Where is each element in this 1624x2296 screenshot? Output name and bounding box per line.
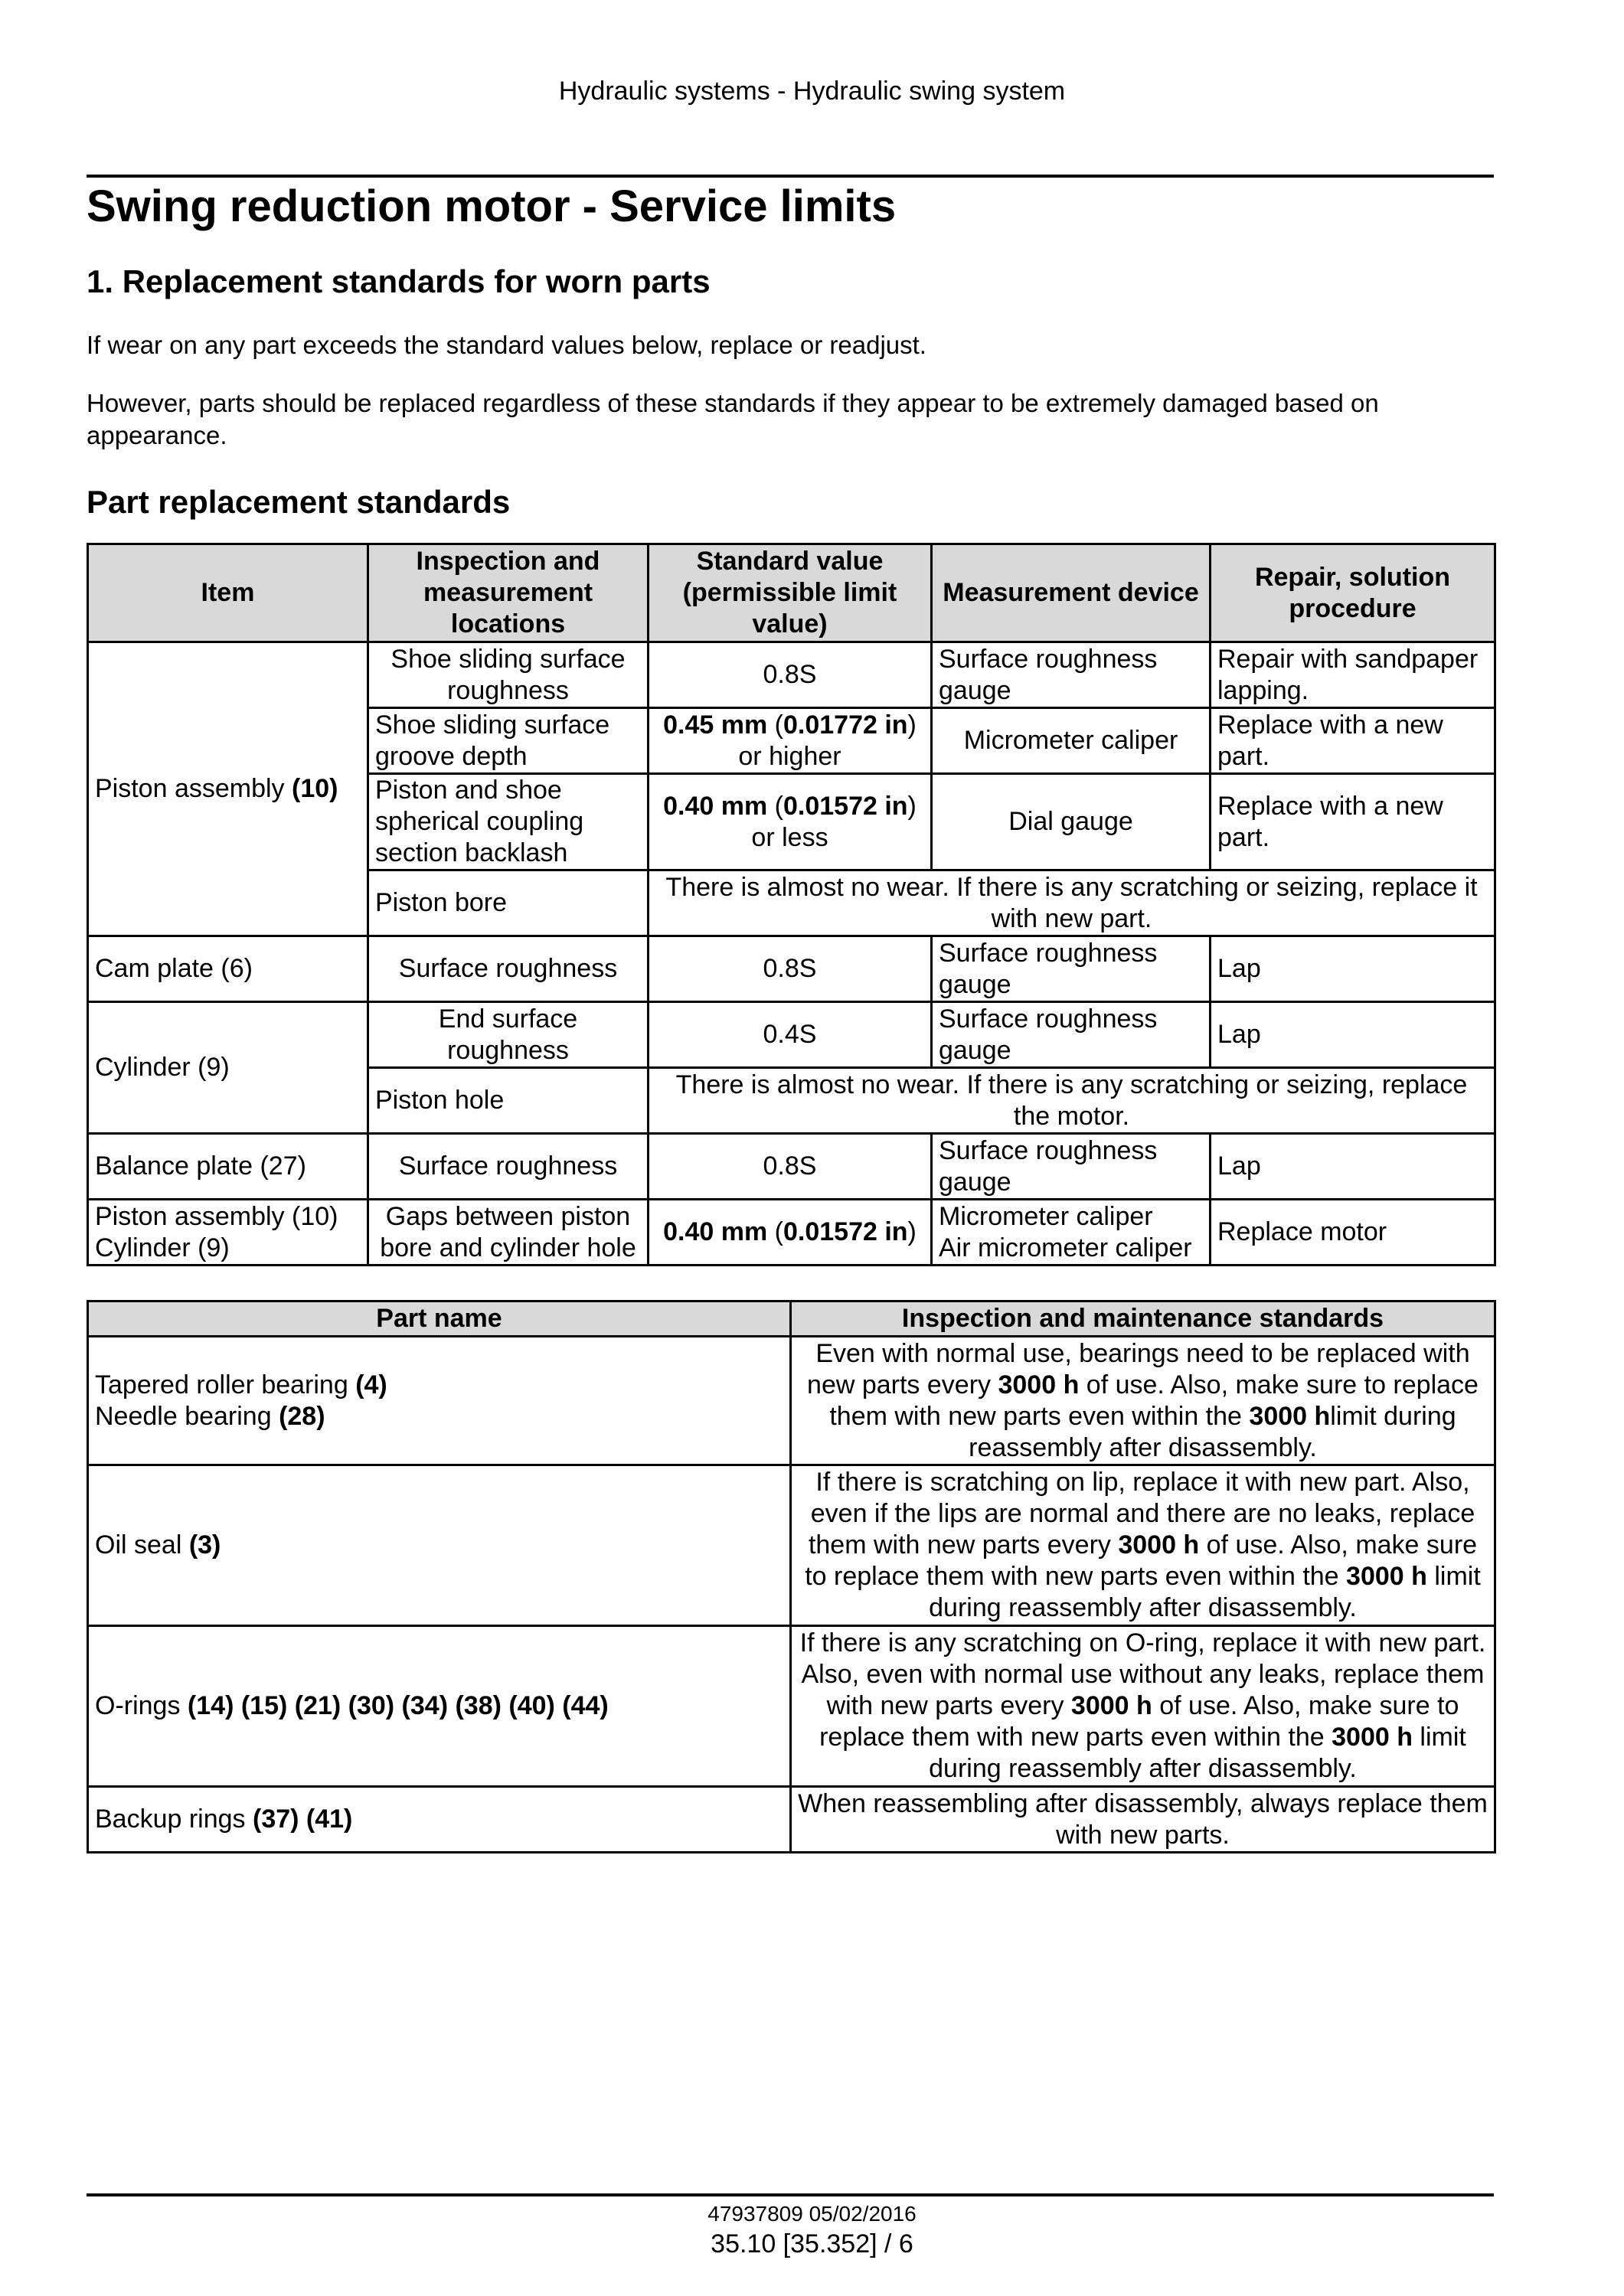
- table-row: [88, 1337, 1495, 1465]
- value-cell: 0.8S: [649, 642, 932, 708]
- table-row: [88, 936, 1495, 1002]
- location-cell: Surface roughness: [368, 1134, 649, 1200]
- section-heading: 1. Replacement standards for worn parts: [87, 263, 711, 299]
- repair-cell: Repair with sandpaper lapping.: [1211, 642, 1495, 708]
- col-header-inspection: Inspection and measurement locations: [368, 544, 649, 642]
- footer-page-number: 35.10 [35.352] / 6: [711, 2229, 913, 2258]
- device-cell: Surface roughness gauge: [932, 1134, 1211, 1200]
- location-cell: Shoe sliding surface roughness: [368, 642, 649, 708]
- col-header-standard: Standard value (permissible limit value): [649, 544, 932, 642]
- location-cell: Piston and shoe spherical coupling section backlash: [368, 774, 649, 870]
- item-cell: Cam plate (6): [88, 936, 368, 1002]
- table-row: [88, 1200, 1495, 1266]
- table-row: [88, 642, 1495, 708]
- table-row: [88, 1002, 1495, 1068]
- part-name-cell: O-rings (14) (15) (21) (30) (34) (38) (40) (44): [88, 1626, 791, 1787]
- header-rule: [87, 175, 1494, 178]
- col-header-maintenance-standards: Inspection and maintenance standards: [791, 1302, 1495, 1337]
- repair-cell: Lap: [1211, 1134, 1495, 1200]
- item-cell: Balance plate (27): [88, 1134, 368, 1200]
- value-cell: 0.8S: [649, 936, 932, 1002]
- part-name-cell: Backup rings (37) (41): [88, 1787, 791, 1853]
- repair-cell: Lap: [1211, 936, 1495, 1002]
- note-cell: There is almost no wear. If there is any scratching or seizing, replace it with new part.: [649, 870, 1495, 936]
- standard-cell: If there is any scratching on O-ring, replace it with new part. Also, even with normal use without any leaks, replace them with new parts every 3000 h of use. Also, make sure to replace them with new parts even within the 3000 h limit during reassembly after disassembly.: [791, 1626, 1495, 1787]
- item-cell: Cylinder (9): [88, 1002, 368, 1134]
- footer-rule: [87, 2193, 1494, 2196]
- table-row: [88, 1787, 1495, 1853]
- col-header-item: Item: [88, 544, 368, 642]
- repair-cell: Lap: [1211, 1002, 1495, 1068]
- running-header: Hydraulic systems - Hydraulic swing system: [558, 77, 1066, 106]
- table-header-row: [88, 544, 1495, 642]
- item-cell: Piston assembly (10): [88, 642, 368, 936]
- value-cell: 0.45 mm (0.01772 in) or higher: [649, 708, 932, 774]
- table-row: [88, 1465, 1495, 1626]
- value-cell: 0.40 mm (0.01572 in): [649, 1200, 932, 1266]
- footer-doc-id: 47937809 05/02/2016: [707, 2202, 917, 2226]
- col-header-device: Measurement device: [932, 544, 1211, 642]
- value-cell: 0.8S: [649, 1134, 932, 1200]
- location-cell: Shoe sliding surface groove depth: [368, 708, 649, 774]
- device-cell: Surface roughness gauge: [932, 1002, 1211, 1068]
- location-cell: Piston hole: [368, 1068, 649, 1134]
- repair-cell: Replace with a new part.: [1211, 774, 1495, 870]
- intro-paragraph-2: However, parts should be replaced regardless of these standards if they appear to be extremely damaged based on appearance.: [87, 389, 1379, 449]
- table-row: [88, 1626, 1495, 1787]
- device-cell: Dial gauge: [932, 774, 1211, 870]
- standard-cell: Even with normal use, bearings need to be replaced with new parts every 3000 h of use. Also, make sure to replace them with new parts even within the 3000 hlimit during reassembly after disassembly.: [791, 1337, 1495, 1465]
- device-cell: Micrometer caliper: [932, 708, 1211, 774]
- location-cell: End surface roughness: [368, 1002, 649, 1068]
- location-cell: Piston bore: [368, 870, 649, 936]
- maintenance-standards-table: [87, 1300, 1496, 1853]
- repair-cell: Replace motor: [1211, 1200, 1495, 1266]
- subsection-heading: Part replacement standards: [87, 484, 511, 520]
- part-replacement-table: [87, 543, 1496, 1266]
- part-name-cell: Tapered roller bearing (4) Needle bearing (28): [88, 1337, 791, 1465]
- value-cell: 0.4S: [649, 1002, 932, 1068]
- intro-paragraph-1: If wear on any part exceeds the standard values below, replace or readjust.: [87, 331, 926, 359]
- device-cell: Surface roughness gauge: [932, 642, 1211, 708]
- location-cell: Surface roughness: [368, 936, 649, 1002]
- item-cell: Piston assembly (10) Cylinder (9): [88, 1200, 368, 1266]
- device-cell: Micrometer caliper Air micrometer caliper: [932, 1200, 1211, 1266]
- page-title: Swing reduction motor - Service limits: [87, 181, 897, 231]
- col-header-repair: Repair, solution procedure: [1211, 544, 1495, 642]
- part-name-cell: Oil seal (3): [88, 1465, 791, 1626]
- standard-cell: If there is scratching on lip, replace it with new part. Also, even if the lips are normal and there are no leaks, replace them with new parts every 3000 h of use. Also, make sure to replace them with new parts even within the 3000 h limit during reassembly after disassembly.: [791, 1465, 1495, 1626]
- col-header-part-name: Part name: [88, 1302, 791, 1337]
- repair-cell: Replace with a new part.: [1211, 708, 1495, 774]
- standard-cell: When reassembling after disassembly, always replace them with new parts.: [791, 1787, 1495, 1853]
- location-cell: Gaps between piston bore and cylinder hole: [368, 1200, 649, 1266]
- value-cell: 0.40 mm (0.01572 in) or less: [649, 774, 932, 870]
- note-cell: There is almost no wear. If there is any scratching or seizing, replace the motor.: [649, 1068, 1495, 1134]
- table-header-row: [88, 1302, 1495, 1337]
- device-cell: Surface roughness gauge: [932, 936, 1211, 1002]
- table-row: [88, 1134, 1495, 1200]
